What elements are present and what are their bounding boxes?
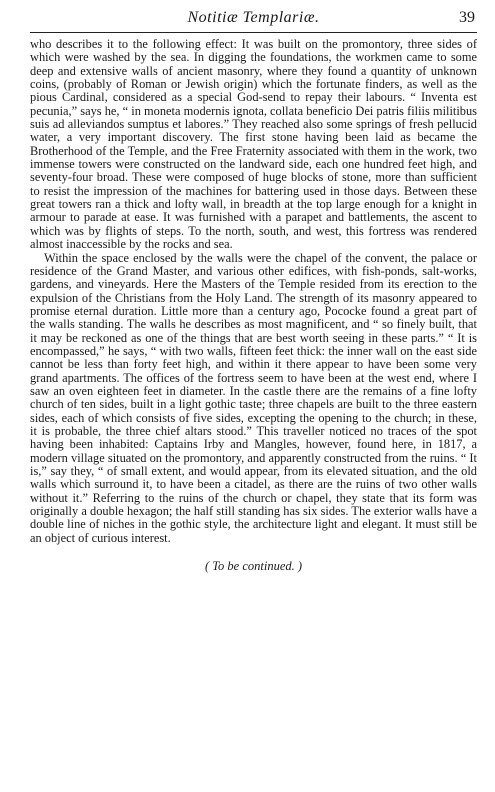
page-header [30, 6, 477, 33]
continued-note: ( To be continued. ) [204, 559, 303, 574]
page-number: 39 [459, 9, 475, 26]
paragraph-continuation: who describes it to the following effect: It was built on the promontory, three sides of which were washed by the sea. In digging the foundations, the workmen came to some deep and extensive walls of ancient masonry, where they found a quantity of unknown coins, (probably of Roman or Jewish origin) which the fortunate finders, as well as the pious Cardinal, considered as a special God-send to repay their labours. “ Inventa est pecunia,” says he, “ in moneta modernis ignota, collata beneficio Dei patris filiis militibus suis ad alleviandos sumptus et labores.” They reached also some springs of fresh pellucid water, a very important discovery. The first stone having been laid as became the Brotherhood of the Temple, and the Free Fraternity associated with them in the work, two immense towers were constructed on the landward side, each one hundred feet high, and seventy-four broad. These were composed of huge blocks of stone, more than sufficient to resist the impression of the machines for battering used in those days. Between these great towers ran a thick and lofty wall, in breadth at the top large enough for a knight in armour to parade at ease. It was furnished with a parapet and battlements, the ascent to which was by flights of steps. To the north, south, and west, this fortress was rendered almost inaccessible by the rocks and sea. [30, 37, 477, 252]
body-text [30, 38, 477, 545]
running-title: Notitiæ Templariæ. [187, 9, 320, 26]
paragraph: Within the space enclosed by the walls were the chapel of the convent, the palace or residence of the Grand Master, and various other edifices, with fish-ponds, salt-works, gardens, and vineyards. Here the Masters of the Temple resided from its erection to the expulsion of the Christians from the Holy Land. The strength of its masonry appeared to promise eternal duration. Little more than a century ago, Pococke found a great part of the walls standing. The walls he describes as most magnificent, and “ so finely built, that it may be reckoned as one of the things that are best worth seeing in these parts.” “ It is encompassed,” he says, “ with two walls, fifteen feet thick: the inner wall on the east side cannot be less than forty feet high, and within it there appear to have been some very grand apartments. The offices of the fortress seem to have been at the west end, where I saw an oven eighteen feet in diameter. In the castle there are the remains of a fine lofty church of ten sides, built in a light gothic taste; three chapels are built to the three eastern sides, each of which consists of five sides, excepting the opening to the church; in these, it is probable, the three chief altars stood.” This traveller noticed no traces of the spot having been inhabited: Captains Irby and Mangles, however, found here, in 1817, a modern village situated on the promontory, and apparently constructed from the ruins. “ It is,” say they, “ of small extent, and would appear, from its elevated situation, and the old walls which surround it, to have been a citadel, as there are the ruins of two other walls without it.” Referring to the ruins of the church or chapel, they state that its form was originally a double hexagon; the half still standing has six sides. The exterior walls have a double line of niches in the gothic style, the architecture light and elegant. It must still be an object of curious interest. [30, 250, 477, 545]
